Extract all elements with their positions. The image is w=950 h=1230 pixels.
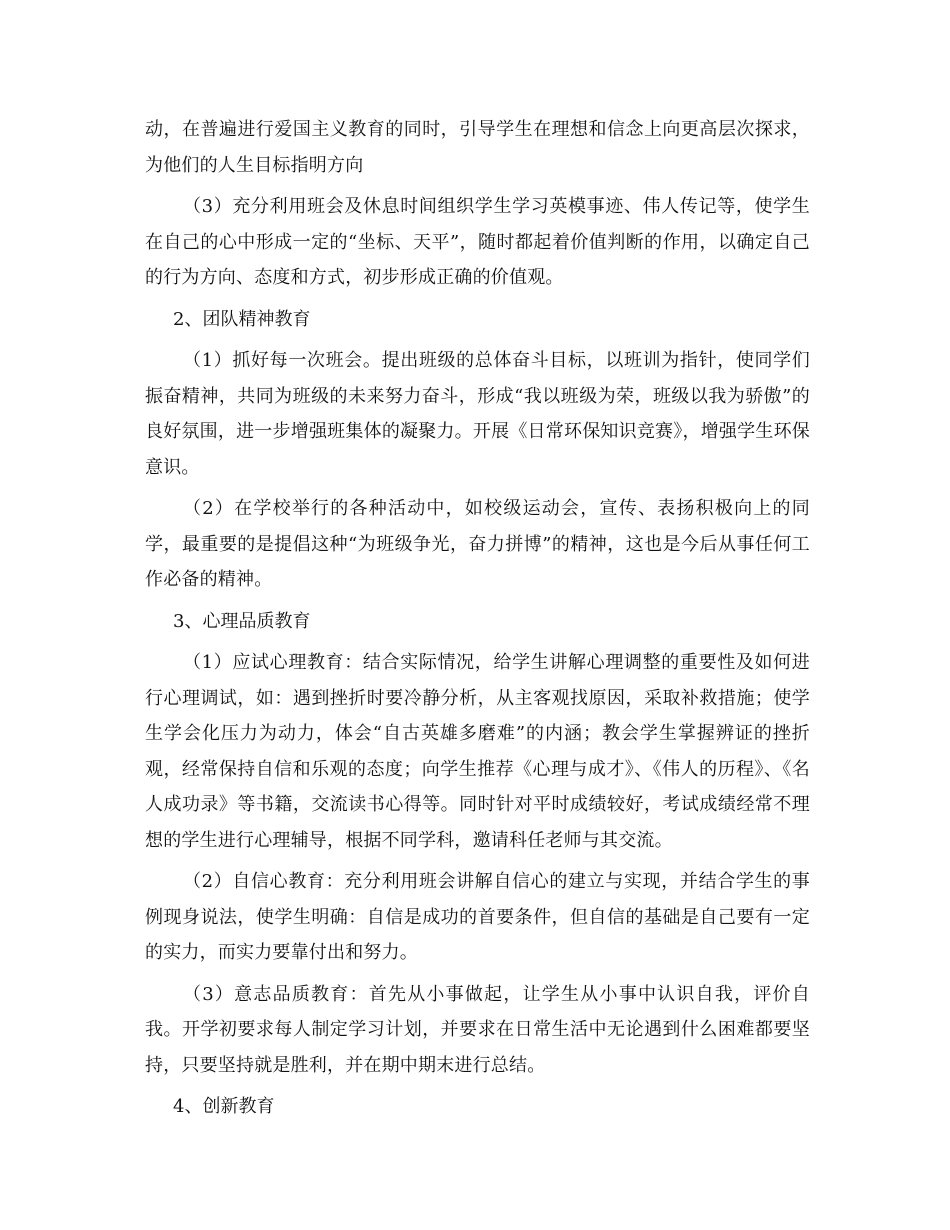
paragraph-item-2-confidence: （2）自信心教育：充分利用班会讲解自信心的建立与实现，并结合学生的事例现身说法，使学生明确：自信是成功的首要条件，但自信的基础是自己要有一定的实力，而实力要靠付出和努力。 <box>145 871 810 963</box>
section-heading-team-spirit: 2、团队精神教育 <box>173 308 311 330</box>
section-heading-innovation: 4、创新教育 <box>173 1096 275 1117</box>
paragraph-item-1-exam-psychology: （1）应试心理教育：结合实际情况，给学生讲解心理调整的重要性及如何进行心理调试，如：遇到挫折时要冷静分析，从主客观找原因，采取补救措施；使学生学会化压力为动力，体会“自古英雄多磨难”的内涵；教会学生掌握辨证的挫折观，经常保持自信和乐观的态度；向学生推荐《心理与成才》、《伟人的历程》、《名人成功录》等书籍，交流读书心得等。同时针对平时成绩较好，考试成绩经常不理想的学生进行心理辅导，根据不同学科，邀请科任老师与其交流。 <box>145 652 810 851</box>
paragraph-item-3-willpower: （3）意志品质教育：首先从小事做起，让学生从小事中认识自我，评价自我。开学初要求每人制定学习计划，并要求在日常生活中无论遇到什么困难都要坚持，只要坚持就是胜利，并在期中期末进行总结。 <box>145 983 810 1076</box>
document-page <box>145 112 810 1131</box>
paragraph-item-2-activities: （2）在学校举行的各种活动中，如校级运动会，宣传、表扬积极向上的同学，最重要的是提倡这种“为班级争光，奋力拼博”的精神，这也是今后从事任何工作必备的精神。 <box>145 498 810 590</box>
paragraph-item-3-values: （3）充分利用班会及休息时间组织学生学习英模事迹、伟人传记等，使学生在自己的心中形成一定的“坐标、天平”，随时都起着价值判断的作用，以确定自己的行为方向、态度和方式，初步形成正确的价值观。 <box>145 196 810 288</box>
section-heading-psychology: 3、心理品质教育 <box>173 610 311 632</box>
paragraph-continuation: 动，在普遍进行爱国主义教育的同时，引导学生在理想和信念上向更高层次探求，为他们的人生目标指明方向 <box>145 119 810 176</box>
paragraph-item-1-class-meeting: （1）抓好每一次班会。提出班级的总体奋斗目标，以班训为指针，使同学们振奋精神，共同为班级的未来努力奋斗，形成“我以班级为荣，班级以我为骄傲”的良好氛围，进一步增强班集体的凝聚力。开展《日常环保知识竞赛》，增强学生环保意识。 <box>145 350 810 478</box>
